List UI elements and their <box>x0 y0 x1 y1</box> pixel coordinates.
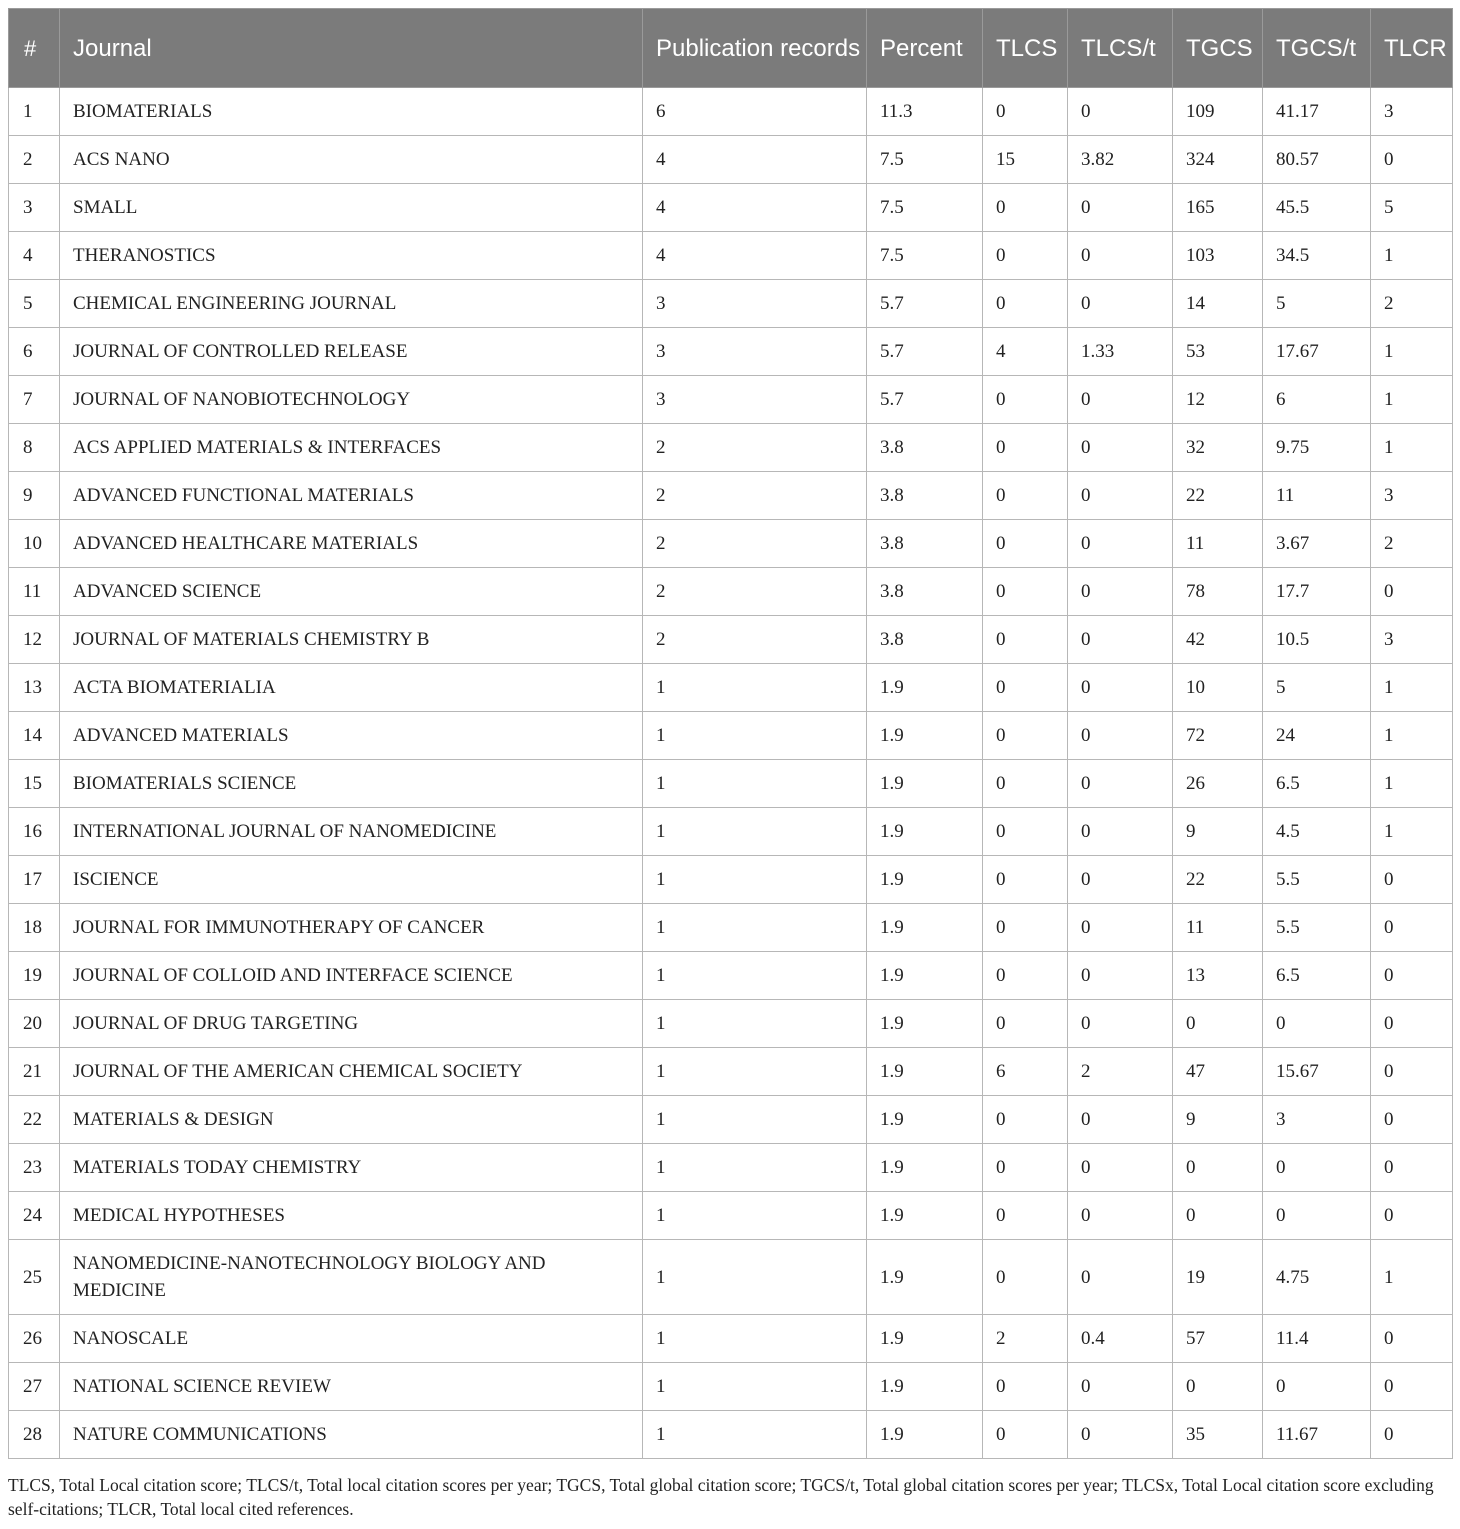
cell-tgcs-per-year: 0 <box>1263 1192 1371 1240</box>
cell-number: 18 <box>9 904 60 952</box>
cell-percent: 1.9 <box>867 952 983 1000</box>
cell-tlcs: 0 <box>983 808 1068 856</box>
table-row <box>9 1000 1453 1048</box>
cell-tlcs: 0 <box>983 472 1068 520</box>
cell-tgcs-per-year: 6 <box>1263 376 1371 424</box>
cell-tgcs-per-year: 5.5 <box>1263 904 1371 952</box>
cell-number: 17 <box>9 856 60 904</box>
cell-percent: 3.8 <box>867 520 983 568</box>
cell-percent: 7.5 <box>867 232 983 280</box>
cell-tgcs: 42 <box>1173 616 1263 664</box>
cell-number: 3 <box>9 184 60 232</box>
table-row <box>9 712 1453 760</box>
cell-publication-records: 2 <box>643 472 867 520</box>
cell-journal: ADVANCED MATERIALS <box>60 712 643 760</box>
cell-journal: JOURNAL OF NANOBIOTECHNOLOGY <box>60 376 643 424</box>
cell-tgcs-per-year: 41.17 <box>1263 88 1371 136</box>
cell-tlcs-per-year: 0 <box>1068 424 1173 472</box>
cell-tlcr: 0 <box>1371 1048 1453 1096</box>
cell-number: 15 <box>9 760 60 808</box>
cell-tgcs-per-year: 24 <box>1263 712 1371 760</box>
cell-tlcs-per-year: 0 <box>1068 1144 1173 1192</box>
cell-tgcs-per-year: 34.5 <box>1263 232 1371 280</box>
cell-publication-records: 2 <box>643 424 867 472</box>
cell-journal: MEDICAL HYPOTHESES <box>60 1192 643 1240</box>
cell-journal: CHEMICAL ENGINEERING JOURNAL <box>60 280 643 328</box>
table-row <box>9 472 1453 520</box>
cell-tlcs-per-year: 1.33 <box>1068 328 1173 376</box>
column-header-percent: Percent <box>867 9 983 88</box>
cell-percent: 1.9 <box>867 1144 983 1192</box>
cell-percent: 1.9 <box>867 856 983 904</box>
table-row <box>9 904 1453 952</box>
cell-number: 6 <box>9 328 60 376</box>
cell-percent: 3.8 <box>867 472 983 520</box>
cell-journal: THERANOSTICS <box>60 232 643 280</box>
cell-publication-records: 1 <box>643 952 867 1000</box>
cell-tlcs: 0 <box>983 1096 1068 1144</box>
cell-tgcs-per-year: 11.4 <box>1263 1315 1371 1363</box>
cell-number: 13 <box>9 664 60 712</box>
cell-percent: 11.3 <box>867 88 983 136</box>
cell-tlcr: 1 <box>1371 424 1453 472</box>
cell-journal: ISCIENCE <box>60 856 643 904</box>
cell-number: 28 <box>9 1411 60 1459</box>
cell-tlcs-per-year: 0 <box>1068 472 1173 520</box>
cell-tgcs: 0 <box>1173 1144 1263 1192</box>
cell-tlcr: 2 <box>1371 280 1453 328</box>
cell-tlcs-per-year: 0 <box>1068 1411 1173 1459</box>
cell-tgcs-per-year: 0 <box>1263 1363 1371 1411</box>
cell-journal: NANOMEDICINE-NANOTECHNOLOGY BIOLOGY AND MEDICINE <box>60 1240 643 1315</box>
cell-tgcs: 11 <box>1173 904 1263 952</box>
cell-percent: 1.9 <box>867 904 983 952</box>
cell-tlcr: 0 <box>1371 1363 1453 1411</box>
cell-tlcr: 0 <box>1371 952 1453 1000</box>
cell-publication-records: 1 <box>643 712 867 760</box>
cell-publication-records: 4 <box>643 184 867 232</box>
cell-tlcr: 3 <box>1371 88 1453 136</box>
cell-percent: 5.7 <box>867 376 983 424</box>
table-row <box>9 1315 1453 1363</box>
cell-tlcr: 1 <box>1371 712 1453 760</box>
cell-percent: 3.8 <box>867 568 983 616</box>
cell-tgcs: 9 <box>1173 808 1263 856</box>
cell-tgcs: 103 <box>1173 232 1263 280</box>
cell-tgcs: 324 <box>1173 136 1263 184</box>
table-row <box>9 760 1453 808</box>
cell-tgcs: 53 <box>1173 328 1263 376</box>
cell-journal: ADVANCED SCIENCE <box>60 568 643 616</box>
cell-tgcs-per-year: 15.67 <box>1263 1048 1371 1096</box>
cell-journal: NATIONAL SCIENCE REVIEW <box>60 1363 643 1411</box>
cell-tlcs: 0 <box>983 520 1068 568</box>
cell-journal: JOURNAL OF CONTROLLED RELEASE <box>60 328 643 376</box>
cell-tlcr: 1 <box>1371 664 1453 712</box>
cell-tgcs: 0 <box>1173 1363 1263 1411</box>
table-row <box>9 88 1453 136</box>
column-header-tgcs-per-year: TGCS/t <box>1263 9 1371 88</box>
cell-tlcs-per-year: 0 <box>1068 1096 1173 1144</box>
cell-tlcr: 0 <box>1371 568 1453 616</box>
cell-tgcs-per-year: 0 <box>1263 1000 1371 1048</box>
cell-number: 22 <box>9 1096 60 1144</box>
cell-publication-records: 1 <box>643 808 867 856</box>
cell-journal: JOURNAL OF THE AMERICAN CHEMICAL SOCIETY <box>60 1048 643 1096</box>
cell-tgcs: 9 <box>1173 1096 1263 1144</box>
cell-publication-records: 1 <box>643 1144 867 1192</box>
column-header-tlcs: TLCS <box>983 9 1068 88</box>
table-row <box>9 808 1453 856</box>
table-row <box>9 520 1453 568</box>
column-header-tlcs-per-year: TLCS/t <box>1068 9 1173 88</box>
cell-number: 2 <box>9 136 60 184</box>
cell-tlcr: 0 <box>1371 136 1453 184</box>
cell-tgcs-per-year: 3 <box>1263 1096 1371 1144</box>
cell-tgcs: 165 <box>1173 184 1263 232</box>
cell-number: 23 <box>9 1144 60 1192</box>
cell-publication-records: 1 <box>643 856 867 904</box>
cell-tlcs: 0 <box>983 88 1068 136</box>
cell-percent: 1.9 <box>867 1363 983 1411</box>
table-row <box>9 856 1453 904</box>
cell-tlcs: 0 <box>983 184 1068 232</box>
cell-tgcs-per-year: 3.67 <box>1263 520 1371 568</box>
cell-tlcs: 0 <box>983 1192 1068 1240</box>
cell-tgcs: 26 <box>1173 760 1263 808</box>
cell-tlcs: 0 <box>983 904 1068 952</box>
cell-tlcs: 0 <box>983 424 1068 472</box>
cell-journal: ACS APPLIED MATERIALS & INTERFACES <box>60 424 643 472</box>
cell-tlcs: 6 <box>983 1048 1068 1096</box>
cell-percent: 3.8 <box>867 616 983 664</box>
cell-tgcs-per-year: 6.5 <box>1263 760 1371 808</box>
cell-percent: 1.9 <box>867 1048 983 1096</box>
cell-tlcr: 0 <box>1371 1144 1453 1192</box>
cell-tgcs-per-year: 0 <box>1263 1144 1371 1192</box>
table-row <box>9 1144 1453 1192</box>
cell-journal: SMALL <box>60 184 643 232</box>
cell-tgcs-per-year: 11 <box>1263 472 1371 520</box>
table-row <box>9 136 1453 184</box>
cell-journal: NANOSCALE <box>60 1315 643 1363</box>
cell-tgcs: 19 <box>1173 1240 1263 1315</box>
cell-publication-records: 1 <box>643 1096 867 1144</box>
cell-tgcs-per-year: 17.7 <box>1263 568 1371 616</box>
cell-journal: MATERIALS & DESIGN <box>60 1096 643 1144</box>
cell-tlcr: 5 <box>1371 184 1453 232</box>
table-row <box>9 1192 1453 1240</box>
cell-tlcr: 1 <box>1371 760 1453 808</box>
cell-tlcs-per-year: 0 <box>1068 760 1173 808</box>
cell-number: 19 <box>9 952 60 1000</box>
table-row <box>9 952 1453 1000</box>
cell-percent: 3.8 <box>867 424 983 472</box>
cell-tgcs: 57 <box>1173 1315 1263 1363</box>
cell-publication-records: 4 <box>643 136 867 184</box>
cell-tlcs: 0 <box>983 712 1068 760</box>
cell-tlcs: 0 <box>983 760 1068 808</box>
cell-tlcs-per-year: 0.4 <box>1068 1315 1173 1363</box>
cell-tlcs: 0 <box>983 568 1068 616</box>
cell-tlcr: 2 <box>1371 520 1453 568</box>
cell-percent: 7.5 <box>867 184 983 232</box>
cell-number: 10 <box>9 520 60 568</box>
cell-tlcr: 1 <box>1371 328 1453 376</box>
cell-publication-records: 1 <box>643 760 867 808</box>
table-body <box>9 88 1453 1459</box>
cell-tgcs: 32 <box>1173 424 1263 472</box>
cell-tlcs: 15 <box>983 136 1068 184</box>
cell-tlcs-per-year: 3.82 <box>1068 136 1173 184</box>
cell-journal: ADVANCED FUNCTIONAL MATERIALS <box>60 472 643 520</box>
cell-tlcr: 0 <box>1371 1411 1453 1459</box>
cell-tlcs-per-year: 0 <box>1068 904 1173 952</box>
cell-number: 1 <box>9 88 60 136</box>
table-row <box>9 1096 1453 1144</box>
cell-number: 5 <box>9 280 60 328</box>
cell-tlcs-per-year: 0 <box>1068 88 1173 136</box>
cell-percent: 1.9 <box>867 712 983 760</box>
cell-number: 7 <box>9 376 60 424</box>
cell-tlcs: 4 <box>983 328 1068 376</box>
cell-tgcs: 78 <box>1173 568 1263 616</box>
cell-tgcs: 22 <box>1173 856 1263 904</box>
cell-tlcs: 0 <box>983 280 1068 328</box>
cell-tlcr: 0 <box>1371 1192 1453 1240</box>
cell-publication-records: 4 <box>643 232 867 280</box>
cell-tgcs-per-year: 11.67 <box>1263 1411 1371 1459</box>
cell-number: 20 <box>9 1000 60 1048</box>
cell-number: 4 <box>9 232 60 280</box>
cell-tlcs: 0 <box>983 376 1068 424</box>
cell-publication-records: 3 <box>643 376 867 424</box>
table-row <box>9 1240 1453 1315</box>
cell-tlcs: 0 <box>983 1000 1068 1048</box>
cell-publication-records: 1 <box>643 904 867 952</box>
cell-tlcs-per-year: 0 <box>1068 184 1173 232</box>
table-row <box>9 616 1453 664</box>
cell-percent: 1.9 <box>867 1315 983 1363</box>
cell-tgcs: 22 <box>1173 472 1263 520</box>
cell-journal: JOURNAL OF MATERIALS CHEMISTRY B <box>60 616 643 664</box>
cell-journal: ADVANCED HEALTHCARE MATERIALS <box>60 520 643 568</box>
cell-percent: 1.9 <box>867 1096 983 1144</box>
cell-percent: 1.9 <box>867 1240 983 1315</box>
cell-number: 25 <box>9 1240 60 1315</box>
cell-tlcs-per-year: 0 <box>1068 1000 1173 1048</box>
cell-tlcr: 1 <box>1371 232 1453 280</box>
cell-journal: NATURE COMMUNICATIONS <box>60 1411 643 1459</box>
cell-tgcs: 35 <box>1173 1411 1263 1459</box>
cell-publication-records: 1 <box>643 664 867 712</box>
cell-tlcs-per-year: 0 <box>1068 520 1173 568</box>
table-row <box>9 280 1453 328</box>
cell-tlcs-per-year: 0 <box>1068 568 1173 616</box>
cell-percent: 5.7 <box>867 328 983 376</box>
cell-tlcs: 0 <box>983 1363 1068 1411</box>
table-row <box>9 568 1453 616</box>
cell-tgcs-per-year: 5 <box>1263 664 1371 712</box>
table-footnote: TLCS, Total Local citation score; TLCS/t, Total local citation scores per year; TGCS, Total global citation score; TGCS/t, Total global citation scores per year; TLCSx, Total Local citation score excluding self-citations; TLCR, Total local cited references. <box>8 1475 1434 1519</box>
cell-tgcs-per-year: 5.5 <box>1263 856 1371 904</box>
cell-percent: 1.9 <box>867 808 983 856</box>
table-row <box>9 424 1453 472</box>
cell-percent: 7.5 <box>867 136 983 184</box>
cell-tlcs-per-year: 0 <box>1068 712 1173 760</box>
column-header-publication-records: Publication records <box>643 9 867 88</box>
cell-percent: 1.9 <box>867 1192 983 1240</box>
cell-tlcs-per-year: 0 <box>1068 1363 1173 1411</box>
cell-tlcs-per-year: 0 <box>1068 1240 1173 1315</box>
cell-tlcs: 0 <box>983 1240 1068 1315</box>
cell-percent: 1.9 <box>867 664 983 712</box>
table-row <box>9 232 1453 280</box>
cell-tlcs-per-year: 0 <box>1068 232 1173 280</box>
cell-tgcs-per-year: 17.67 <box>1263 328 1371 376</box>
cell-tlcr: 3 <box>1371 472 1453 520</box>
cell-tgcs: 72 <box>1173 712 1263 760</box>
cell-tgcs: 11 <box>1173 520 1263 568</box>
cell-tlcr: 1 <box>1371 808 1453 856</box>
cell-publication-records: 1 <box>643 1000 867 1048</box>
cell-publication-records: 3 <box>643 328 867 376</box>
cell-tgcs-per-year: 5 <box>1263 280 1371 328</box>
cell-tlcs: 0 <box>983 952 1068 1000</box>
column-header-tgcs: TGCS <box>1173 9 1263 88</box>
table-row <box>9 1411 1453 1459</box>
column-header-tlcr: TLCR <box>1371 9 1453 88</box>
cell-tgcs: 10 <box>1173 664 1263 712</box>
table-row <box>9 1048 1453 1096</box>
cell-publication-records: 2 <box>643 568 867 616</box>
cell-number: 14 <box>9 712 60 760</box>
cell-publication-records: 2 <box>643 520 867 568</box>
cell-tgcs: 0 <box>1173 1000 1263 1048</box>
cell-journal: JOURNAL OF COLLOID AND INTERFACE SCIENCE <box>60 952 643 1000</box>
cell-journal: JOURNAL OF DRUG TARGETING <box>60 1000 643 1048</box>
cell-tgcs-per-year: 9.75 <box>1263 424 1371 472</box>
header-row <box>9 9 1453 88</box>
cell-tlcs-per-year: 2 <box>1068 1048 1173 1096</box>
cell-tlcr: 0 <box>1371 1315 1453 1363</box>
cell-tlcs: 0 <box>983 856 1068 904</box>
cell-percent: 5.7 <box>867 280 983 328</box>
cell-tgcs: 14 <box>1173 280 1263 328</box>
cell-tgcs-per-year: 4.5 <box>1263 808 1371 856</box>
column-header-journal: Journal <box>60 9 643 88</box>
cell-tlcr: 0 <box>1371 1000 1453 1048</box>
cell-tgcs-per-year: 45.5 <box>1263 184 1371 232</box>
cell-tlcr: 3 <box>1371 616 1453 664</box>
cell-tlcs-per-year: 0 <box>1068 1192 1173 1240</box>
cell-tlcs: 0 <box>983 1411 1068 1459</box>
cell-tlcr: 1 <box>1371 1240 1453 1315</box>
cell-tgcs: 12 <box>1173 376 1263 424</box>
cell-tlcs-per-year: 0 <box>1068 376 1173 424</box>
cell-number: 16 <box>9 808 60 856</box>
cell-tlcs: 2 <box>983 1315 1068 1363</box>
cell-number: 12 <box>9 616 60 664</box>
cell-tlcs-per-year: 0 <box>1068 280 1173 328</box>
cell-tlcs-per-year: 0 <box>1068 616 1173 664</box>
cell-number: 9 <box>9 472 60 520</box>
cell-publication-records: 2 <box>643 616 867 664</box>
cell-tgcs-per-year: 80.57 <box>1263 136 1371 184</box>
cell-journal: INTERNATIONAL JOURNAL OF NANOMEDICINE <box>60 808 643 856</box>
cell-tgcs-per-year: 10.5 <box>1263 616 1371 664</box>
table-row <box>9 664 1453 712</box>
cell-tgcs-per-year: 6.5 <box>1263 952 1371 1000</box>
cell-number: 26 <box>9 1315 60 1363</box>
cell-journal: ACTA BIOMATERIALIA <box>60 664 643 712</box>
cell-tlcr: 1 <box>1371 376 1453 424</box>
cell-tlcs: 0 <box>983 1144 1068 1192</box>
cell-tlcr: 0 <box>1371 856 1453 904</box>
cell-publication-records: 1 <box>643 1315 867 1363</box>
cell-tlcs-per-year: 0 <box>1068 952 1173 1000</box>
cell-publication-records: 1 <box>643 1363 867 1411</box>
cell-tgcs: 0 <box>1173 1192 1263 1240</box>
cell-journal: ACS NANO <box>60 136 643 184</box>
cell-tgcs: 47 <box>1173 1048 1263 1096</box>
cell-publication-records: 1 <box>643 1411 867 1459</box>
table-row <box>9 184 1453 232</box>
table-row <box>9 328 1453 376</box>
cell-tlcs-per-year: 0 <box>1068 808 1173 856</box>
cell-publication-records: 6 <box>643 88 867 136</box>
table-row <box>9 376 1453 424</box>
cell-number: 21 <box>9 1048 60 1096</box>
cell-tlcr: 0 <box>1371 904 1453 952</box>
cell-publication-records: 1 <box>643 1192 867 1240</box>
cell-tlcr: 0 <box>1371 1096 1453 1144</box>
cell-publication-records: 1 <box>643 1048 867 1096</box>
cell-number: 27 <box>9 1363 60 1411</box>
cell-publication-records: 3 <box>643 280 867 328</box>
table-row <box>9 1363 1453 1411</box>
cell-percent: 1.9 <box>867 1411 983 1459</box>
cell-tgcs-per-year: 4.75 <box>1263 1240 1371 1315</box>
cell-tgcs: 13 <box>1173 952 1263 1000</box>
cell-tgcs: 109 <box>1173 88 1263 136</box>
column-header-number: # <box>9 9 60 88</box>
cell-tlcs-per-year: 0 <box>1068 664 1173 712</box>
cell-journal: BIOMATERIALS SCIENCE <box>60 760 643 808</box>
cell-percent: 1.9 <box>867 760 983 808</box>
cell-publication-records: 1 <box>643 1240 867 1315</box>
journal-table <box>8 8 1453 1459</box>
cell-tlcs: 0 <box>983 616 1068 664</box>
cell-number: 24 <box>9 1192 60 1240</box>
cell-tlcs: 0 <box>983 232 1068 280</box>
cell-tlcs: 0 <box>983 664 1068 712</box>
cell-journal: JOURNAL FOR IMMUNOTHERAPY OF CANCER <box>60 904 643 952</box>
cell-number: 11 <box>9 568 60 616</box>
cell-journal: MATERIALS TODAY CHEMISTRY <box>60 1144 643 1192</box>
cell-journal: BIOMATERIALS <box>60 88 643 136</box>
cell-percent: 1.9 <box>867 1000 983 1048</box>
cell-tlcs-per-year: 0 <box>1068 856 1173 904</box>
cell-number: 8 <box>9 424 60 472</box>
